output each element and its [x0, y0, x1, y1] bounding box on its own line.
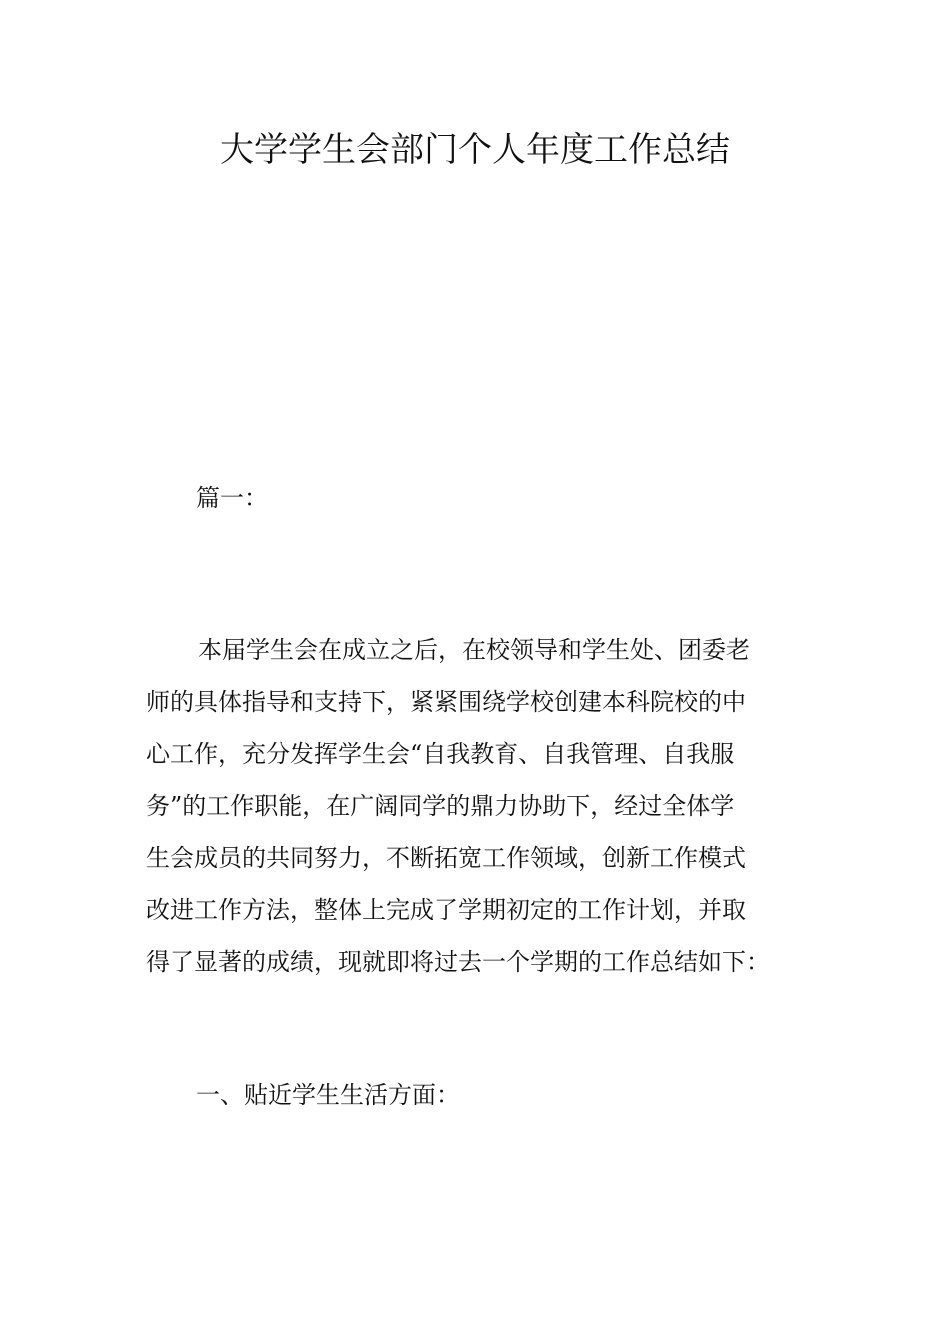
paragraph-line: 师的具体指导和支持下，紧紧围绕学校创建本科院校的中: [146, 688, 746, 716]
paragraph-line: 心工作，充分发挥学生会“自我教育、自我管理、自我服: [146, 740, 735, 768]
document-title: 大学学生会部门个人年度工作总结: [220, 130, 730, 170]
paragraph-line: 本届学生会在成立之后，在校领导和学生处、团委老: [198, 636, 750, 664]
paragraph-line: 务”的工作职能，在广阔同学的鼎力协助下，经过全体学: [146, 792, 735, 820]
paragraph-line: 得了显著的成绩，现就即将过去一个学期的工作总结如下：: [146, 948, 770, 976]
section-subheading: 一、贴近学生生活方面：: [196, 1081, 460, 1109]
paragraph-line: 改进工作方法，整体上完成了学期初定的工作计划，并取: [146, 896, 746, 924]
section-label: 篇一：: [196, 484, 268, 512]
body-paragraph: [146, 624, 806, 988]
paragraph-line: 生会成员的共同努力，不断拓宽工作领域，创新工作模式: [146, 844, 746, 872]
